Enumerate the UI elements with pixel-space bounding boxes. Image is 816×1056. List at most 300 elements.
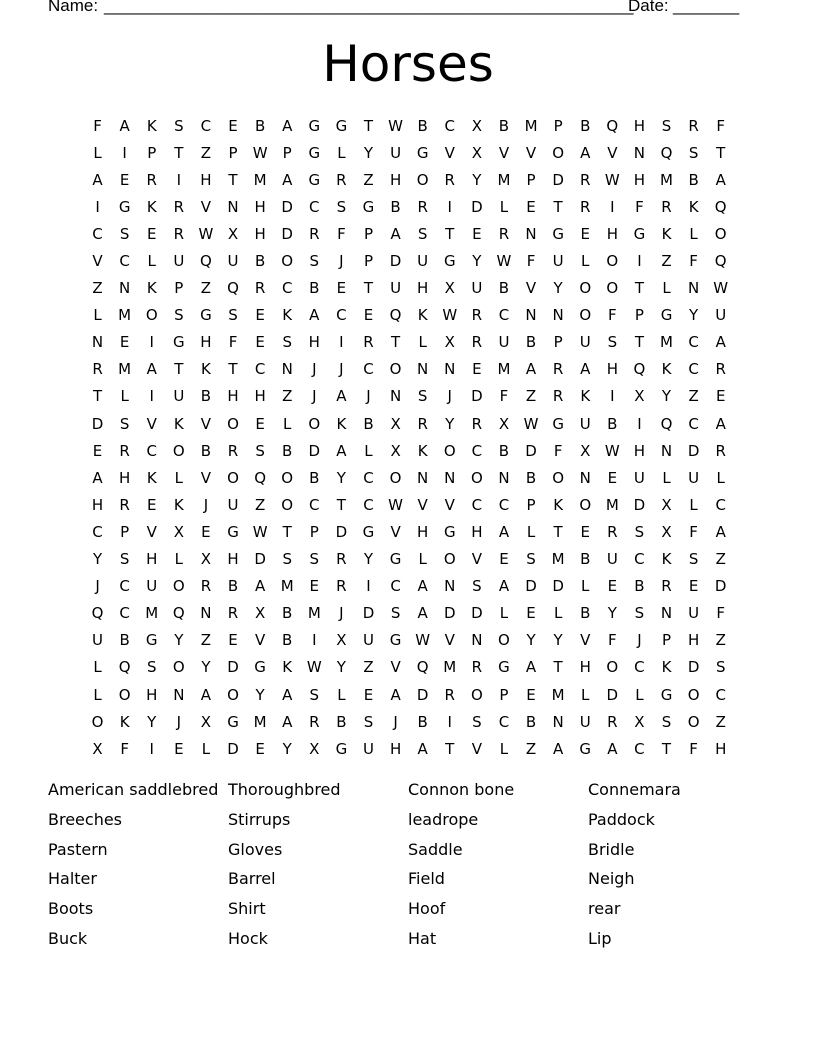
- grid-letter: Y: [336, 658, 346, 677]
- grid-letter: S: [119, 414, 130, 433]
- grid-letter: H: [687, 631, 700, 650]
- grid-letter: S: [228, 306, 238, 325]
- grid-letter: Q: [118, 658, 131, 677]
- grid-letter: P: [553, 116, 563, 135]
- grid-letter: E: [174, 739, 184, 758]
- grid-letter: O: [389, 360, 402, 379]
- grid-letter: P: [147, 143, 157, 162]
- grid-letter: K: [201, 360, 211, 379]
- grid-letter: P: [282, 143, 292, 162]
- grid-letter: I: [95, 197, 100, 216]
- grid-letter: C: [336, 306, 347, 325]
- grid-letter: N: [552, 306, 564, 325]
- grid-letter: N: [417, 468, 429, 487]
- grid-letter: K: [553, 495, 564, 514]
- grid-letter: O: [443, 550, 456, 569]
- grid-letter: W: [713, 279, 729, 298]
- grid-letter: L: [581, 577, 590, 596]
- word-bank-item: Paddock: [588, 809, 655, 829]
- grid-letter: B: [282, 604, 293, 623]
- grid-letter: B: [119, 631, 130, 650]
- grid-letter: L: [337, 143, 346, 162]
- grid-letter: G: [118, 197, 131, 216]
- grid-letter: Z: [715, 631, 726, 650]
- grid-letter: N: [444, 577, 456, 596]
- grid-letter: N: [471, 631, 483, 650]
- word-bank-item: leadrope: [408, 809, 479, 829]
- grid-letter: Y: [553, 279, 563, 298]
- grid-letter: J: [339, 604, 344, 623]
- grid-letter: E: [119, 333, 130, 352]
- grid-letter: D: [91, 414, 104, 433]
- grid-letter: V: [390, 658, 401, 677]
- grid-letter: A: [525, 360, 537, 379]
- grid-letter: C: [688, 360, 699, 379]
- grid-letter: T: [634, 333, 644, 352]
- grid-letter: N: [687, 279, 700, 298]
- grid-letter: U: [498, 333, 510, 352]
- grid-letter: K: [417, 306, 428, 325]
- grid-letter: X: [309, 739, 320, 758]
- grid-letter: L: [553, 604, 563, 623]
- grid-letter: U: [688, 604, 700, 623]
- grid-letter: E: [363, 685, 374, 704]
- grid-letter: Z: [282, 387, 293, 406]
- word-bank-item: Hock: [228, 928, 268, 948]
- grid-letter: O: [606, 279, 619, 298]
- grid-letter: L: [526, 522, 536, 541]
- grid-letter: N: [119, 279, 131, 298]
- grid-letter: Y: [336, 468, 346, 487]
- grid-letter: R: [580, 197, 591, 216]
- grid-letter: S: [255, 441, 265, 460]
- grid-letter: B: [336, 712, 347, 731]
- grid-letter: X: [254, 604, 266, 623]
- word-bank-item: Thoroughbred: [228, 780, 341, 799]
- grid-letter: R: [173, 197, 185, 216]
- grid-letter: D: [335, 522, 348, 541]
- grid-letter: K: [580, 387, 591, 406]
- grid-letter: H: [715, 739, 727, 758]
- grid-letter: X: [580, 441, 591, 460]
- grid-letter: D: [227, 739, 239, 758]
- grid-letter: D: [471, 604, 483, 623]
- grid-letter: V: [580, 631, 591, 650]
- grid-letter: M: [145, 604, 159, 623]
- grid-letter: E: [336, 279, 347, 298]
- grid-letter: H: [417, 522, 429, 541]
- grid-letter: K: [661, 224, 672, 243]
- grid-row: [84, 193, 734, 220]
- grid-letter: E: [146, 224, 157, 243]
- grid-letter: I: [610, 197, 615, 216]
- grid-letter: R: [715, 441, 726, 460]
- grid-letter: O: [227, 468, 239, 487]
- grid-letter: M: [307, 604, 321, 623]
- grid-letter: G: [227, 712, 239, 731]
- grid-letter: V: [146, 522, 157, 541]
- grid-letter: S: [526, 550, 536, 569]
- grid-row: [84, 139, 734, 166]
- grid-letter: I: [122, 143, 127, 162]
- word-bank-item: Lip: [588, 928, 612, 948]
- grid-letter: M: [551, 550, 565, 569]
- grid-letter: H: [633, 441, 646, 460]
- word-bank-item: Boots: [48, 899, 94, 919]
- grid-letter: Q: [660, 143, 673, 162]
- grid-letter: D: [552, 170, 564, 189]
- grid-letter: L: [337, 685, 346, 704]
- grid-letter: S: [417, 387, 428, 406]
- grid-letter: R: [471, 658, 483, 677]
- word-bank-item: Shirt: [228, 899, 266, 919]
- grid-letter: B: [227, 577, 239, 596]
- grid-letter: A: [92, 468, 103, 487]
- grid-letter: X: [336, 631, 347, 650]
- grid-letter: V: [417, 495, 428, 514]
- grid-letter: G: [173, 333, 185, 352]
- grid-letter: P: [120, 522, 130, 541]
- grid-letter: Y: [92, 550, 103, 569]
- grid-letter: K: [146, 197, 157, 216]
- grid-letter: U: [173, 252, 185, 271]
- grid-letter: N: [444, 468, 456, 487]
- grid-letter: T: [553, 522, 563, 541]
- grid-letter: K: [417, 441, 428, 460]
- grid-letter: O: [308, 414, 321, 433]
- grid-letter: S: [688, 143, 699, 162]
- grid-letter: C: [471, 495, 483, 514]
- grid-letter: E: [363, 306, 374, 325]
- grid-letter: C: [444, 116, 455, 135]
- grid-letter: B: [282, 441, 293, 460]
- grid-letter: S: [417, 224, 428, 243]
- grid-letter: W: [604, 170, 620, 189]
- grid-letter: D: [687, 658, 700, 677]
- grid-letter: U: [579, 712, 591, 731]
- grid-letter: L: [283, 414, 292, 433]
- word-bank-item: Hat: [408, 928, 437, 948]
- grid-letter: H: [471, 522, 483, 541]
- grid-letter: S: [472, 577, 482, 596]
- grid-letter: B: [282, 631, 293, 650]
- grid-letter: G: [416, 143, 429, 162]
- grid-letter: L: [418, 333, 427, 352]
- grid-letter: T: [174, 143, 184, 162]
- grid-letter: O: [470, 468, 483, 487]
- grid-letter: R: [92, 360, 103, 379]
- grid-letter: S: [119, 550, 130, 569]
- grid-letter: E: [499, 550, 509, 569]
- grid-letter: Y: [472, 252, 482, 271]
- grid-letter: R: [471, 333, 483, 352]
- grid-letter: R: [146, 170, 157, 189]
- grid-letter: Y: [689, 306, 699, 325]
- grid-letter: E: [228, 116, 238, 135]
- grid-letter: Y: [553, 631, 563, 650]
- grid-letter: S: [607, 333, 618, 352]
- grid-letter: D: [471, 197, 483, 216]
- grid-letter: B: [580, 116, 591, 135]
- grid-letter: I: [447, 712, 452, 731]
- grid-letter: G: [308, 143, 321, 162]
- grid-letter: Y: [363, 550, 374, 569]
- grid-letter: X: [661, 522, 672, 541]
- grid-letter: C: [634, 550, 645, 569]
- grid-letter: Z: [200, 143, 212, 162]
- grid-letter: H: [389, 170, 402, 189]
- grid-letter: Q: [416, 658, 429, 677]
- grid-letter: H: [308, 333, 320, 352]
- grid-letter: R: [580, 170, 591, 189]
- grid-letter: R: [552, 387, 564, 406]
- word-bank-item: American saddlebred: [48, 780, 219, 799]
- grid-letter: F: [228, 333, 238, 352]
- grid-letter: A: [254, 577, 266, 596]
- grid-letter: Z: [688, 387, 699, 406]
- grid-letter: M: [524, 116, 538, 135]
- grid-letter: A: [607, 739, 618, 758]
- grid-letter: G: [552, 224, 564, 243]
- grid-letter: B: [498, 441, 510, 460]
- grid-row: [84, 600, 734, 627]
- grid-letter: J: [447, 387, 452, 406]
- grid-letter: V: [146, 414, 157, 433]
- grid-letter: B: [634, 577, 645, 596]
- grid-letter: J: [176, 712, 182, 731]
- grid-letter: R: [498, 224, 510, 243]
- grid-letter: U: [471, 279, 483, 298]
- grid-row: [84, 166, 734, 193]
- grid-letter: W: [415, 631, 431, 650]
- grid-letter: P: [634, 306, 644, 325]
- grid-letter: N: [525, 306, 537, 325]
- grid-letter: T: [92, 387, 103, 406]
- grid-letter: R: [661, 197, 672, 216]
- grid-letter: I: [312, 631, 317, 650]
- name-label: Name:: [48, 0, 99, 15]
- grid-letter: F: [608, 631, 617, 650]
- grid-letter: T: [390, 333, 401, 352]
- grid-letter: F: [526, 252, 536, 271]
- grid-letter: R: [661, 577, 672, 596]
- grid-letter: O: [579, 279, 592, 298]
- grid-letter: R: [471, 306, 483, 325]
- grid-letter: T: [634, 279, 644, 298]
- grid-letter: O: [281, 495, 294, 514]
- grid-letter: R: [254, 279, 266, 298]
- grid-letter: Y: [282, 739, 292, 758]
- grid-letter: N: [417, 360, 429, 379]
- grid-letter: E: [472, 224, 482, 243]
- grid-letter: R: [227, 441, 239, 460]
- grid-letter: G: [335, 739, 348, 758]
- grid-letter: G: [552, 414, 564, 433]
- grid-letter: M: [605, 495, 619, 514]
- grid-letter: B: [309, 468, 320, 487]
- grid-letter: R: [336, 550, 347, 569]
- grid-letter: S: [634, 604, 645, 623]
- grid-letter: E: [255, 306, 265, 325]
- grid-letter: X: [173, 522, 184, 541]
- grid-letter: P: [363, 224, 373, 243]
- grid-letter: G: [389, 631, 402, 650]
- grid-letter: Y: [147, 712, 157, 731]
- grid-letter: B: [390, 197, 401, 216]
- grid-letter: L: [689, 495, 698, 514]
- grid-letter: W: [388, 495, 403, 514]
- grid-letter: G: [498, 658, 510, 677]
- grid-letter: R: [471, 414, 483, 433]
- grid-letter: F: [689, 522, 698, 541]
- grid-letter: C: [363, 360, 374, 379]
- grid-letter: V: [444, 631, 455, 650]
- grid-letter: N: [389, 387, 402, 406]
- grid-letter: V: [200, 414, 212, 433]
- grid-letter: U: [633, 468, 645, 487]
- grid-letter: A: [498, 577, 510, 596]
- grid-letter: C: [498, 306, 510, 325]
- grid-letter: R: [200, 577, 212, 596]
- grid-letter: O: [172, 577, 185, 596]
- grid-letter: G: [335, 116, 348, 135]
- grid-letter: U: [715, 306, 727, 325]
- grid-letter: L: [662, 279, 671, 298]
- grid-letter: U: [688, 468, 700, 487]
- grid-letter: G: [308, 170, 321, 189]
- grid-row: [84, 708, 734, 735]
- grid-letter: B: [498, 116, 510, 135]
- grid-letter: L: [635, 685, 644, 704]
- grid-letter: G: [362, 197, 375, 216]
- date-label: Date:: [628, 0, 669, 15]
- grid-letter: H: [119, 468, 131, 487]
- grid-letter: Q: [172, 604, 185, 623]
- grid-letter: L: [689, 224, 698, 243]
- grid-letter: X: [661, 495, 672, 514]
- grid-row: [84, 681, 734, 708]
- grid-letter: S: [309, 252, 320, 271]
- grid-letter: B: [254, 116, 266, 135]
- grid-letter: M: [253, 170, 267, 189]
- header: [48, 0, 748, 20]
- grid-letter: I: [339, 333, 344, 352]
- grid-letter: G: [308, 116, 321, 135]
- grid-letter: U: [173, 387, 185, 406]
- grid-letter: I: [637, 414, 642, 433]
- word-bank-item: Halter: [48, 869, 97, 889]
- grid-letter: R: [688, 116, 699, 135]
- grid-letter: T: [282, 522, 292, 541]
- grid-letter: J: [312, 360, 317, 379]
- grid-letter: Z: [525, 739, 537, 758]
- grid-letter: A: [282, 170, 293, 189]
- grid-letter: B: [607, 414, 618, 433]
- grid-letter: F: [608, 306, 617, 325]
- word-bank-item: rear: [588, 899, 621, 919]
- grid-letter: O: [606, 252, 619, 271]
- grid-letter: J: [339, 360, 344, 379]
- grid-letter: E: [146, 495, 157, 514]
- grid-letter: C: [498, 712, 510, 731]
- grid-row: [84, 654, 734, 681]
- grid-letter: E: [255, 739, 265, 758]
- grid-letter: K: [661, 658, 672, 677]
- grid-letter: V: [92, 252, 103, 271]
- grid-letter: A: [417, 604, 428, 623]
- grid-letter: L: [662, 468, 671, 487]
- grid-letter: V: [444, 495, 455, 514]
- grid-letter: O: [714, 224, 727, 243]
- date-field-line[interactable]: _______: [673, 0, 740, 15]
- grid-letter: L: [499, 197, 509, 216]
- grid-letter: O: [416, 170, 429, 189]
- grid-letter: V: [200, 197, 212, 216]
- name-field-line[interactable]: ________________________________________________________: [104, 0, 634, 15]
- grid-letter: T: [445, 224, 455, 243]
- grid-letter: M: [118, 306, 132, 325]
- grid-letter: Z: [363, 658, 374, 677]
- word-bank-item: Gloves: [228, 839, 283, 859]
- grid-row: [84, 356, 734, 383]
- grid-letter: A: [715, 333, 726, 352]
- grid-letter: Q: [633, 360, 646, 379]
- grid-letter: G: [633, 224, 646, 243]
- grid-letter: N: [444, 360, 456, 379]
- grid-row: [84, 329, 734, 356]
- grid-letter: R: [444, 170, 455, 189]
- grid-letter: E: [255, 333, 265, 352]
- grid-letter: N: [91, 333, 104, 352]
- grid-letter: F: [689, 252, 698, 271]
- grid-letter: B: [200, 387, 212, 406]
- grid-letter: B: [580, 604, 591, 623]
- grid-letter: N: [525, 224, 537, 243]
- grid-letter: J: [312, 387, 317, 406]
- grid-letter: N: [173, 685, 185, 704]
- grid-letter: H: [254, 387, 266, 406]
- grid-letter: J: [95, 577, 100, 596]
- grid-letter: V: [471, 550, 482, 569]
- grid-letter: O: [687, 712, 700, 731]
- grid-letter: N: [633, 143, 646, 162]
- grid-letter: W: [388, 116, 403, 135]
- grid-letter: E: [472, 360, 482, 379]
- grid-letter: X: [498, 414, 510, 433]
- grid-letter: V: [471, 739, 482, 758]
- grid-letter: I: [447, 197, 452, 216]
- grid-letter: H: [91, 495, 104, 514]
- grid-letter: R: [607, 522, 618, 541]
- grid-letter: A: [417, 577, 428, 596]
- grid-letter: O: [172, 441, 185, 460]
- grid-letter: G: [389, 550, 402, 569]
- grid-letter: X: [200, 550, 212, 569]
- grid-letter: T: [553, 658, 563, 677]
- grid-letter: E: [526, 685, 536, 704]
- grid-letter: C: [281, 279, 293, 298]
- grid-letter: D: [281, 197, 293, 216]
- grid-letter: T: [336, 495, 346, 514]
- grid-letter: A: [390, 224, 401, 243]
- grid-letter: U: [606, 550, 618, 569]
- grid-letter: R: [173, 224, 185, 243]
- grid-letter: H: [227, 550, 239, 569]
- word-bank-item: Saddle: [408, 839, 463, 859]
- grid-letter: T: [228, 170, 238, 189]
- grid-letter: A: [715, 170, 726, 189]
- grid-letter: X: [634, 712, 645, 731]
